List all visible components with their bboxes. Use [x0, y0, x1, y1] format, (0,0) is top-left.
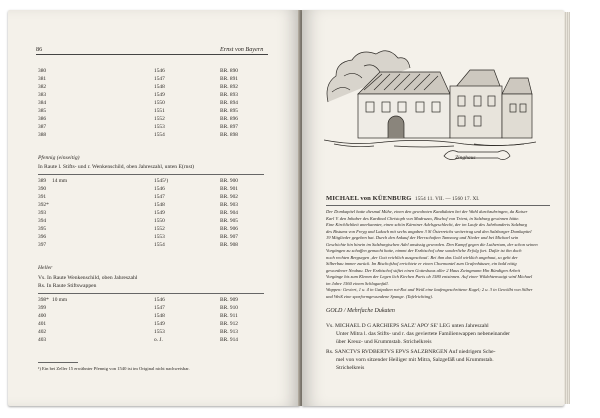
table-row: 397 1554 BR. 908	[38, 242, 238, 248]
table-row: 383 1549 BR. 893	[38, 92, 238, 98]
table-row: 403 o. J. BR. 914	[38, 337, 238, 343]
table-row: 382 1548 BR. 892	[38, 84, 238, 90]
ruler-title	[326, 195, 480, 202]
biography-paragraph: Der Domkapitel hatte diesmal Mühe, einen den gewohnten Kandidaten bei der Wahl durchzubringen, da Kaiser Karl V. den Inhaber des Kardinal Christoph von Madruzzo, Bischof von Trient, in Salzburg gewinnen hätte. Eine Kirchlichkeit anerkannter, einen schön Kärntner Adelsgeschlecht, der im Laufe des Jahrhunderts Salzburg des Bistums von Freyg und Lakach mit sechs angaben 3 Sl Österreichs weitertrug und den Salzburger Domkapitel 19 Mitglieder gegeben hat. Durch den Ankauf der Herrschaften Tamsweg und Nieder und bei Michael sein Geschichte hin hinein im Salzburgischen Adel ansässig geworden. Den Kampf gegen die Luthertum, der schon seinen Vorgängen zu schaffen gemacht hatte, nimmt der Erzbischof ohne sonderliche Erfolg fort. Dafür ist ihn doch noch rechten Bergsegen ‚der Gott reichlich ausgeschaut'. Bei ihm das Gold wirklich angebaut, so geht der Silberbau immer zurück. Im Bischofshof errichtete er einen Chormantel zum Grafenhäuser, ein bald nötig gewordener Neubau. Der Erzbischof stiftet einen Gotteshaus aller 2 Haus Zwingmann Hin Bündigen Arbeit Vorgänge bis zum Klemm der Legen lich Kirchen Paris ob 1580 entsinnen. Auf einer Wildehtenwaigt wird Michael im Jahre 1560 einem Schlaganfall. Wappen: Geviert, 1 u. 4 in Gaipalten rot-Rot und Weiß eine laufengeschrittene Kugel; 2 u. 3 in Gewölbt von Silber und Weiß eine sparformgewundene Spange. (Tafelrichting).	[326, 209, 538, 299]
footnote: ¹) Ein bei Zeller 15 erwähnter Pfennig von 1540 ist im Original nicht nachweisbar.	[38, 366, 190, 371]
table-rule	[38, 293, 264, 294]
section-heading-pfennig: Pfennig (einseitig)	[38, 155, 80, 161]
ruler-dates: 1554 11. VII. — 1560 17. XI.	[415, 196, 480, 202]
reverse-text: Rs. SANCTVS RVDBERTVS EPVS SALZBNRGEN Auf niedrigem Sche- mel von vorn sitzender Heiliger mit Mitra, Salzgefäß und Krummstab. Strichelkreis	[326, 349, 496, 372]
title-rule	[326, 205, 550, 206]
table-row: 389 14 mm 1545¹) BR. 900	[38, 178, 238, 184]
table-row: 392* 1548 BR. 903	[38, 202, 238, 208]
footnote-rule	[38, 362, 78, 363]
table-row: 396 1553 BR. 907	[38, 234, 238, 240]
table-row: 384 1550 BR. 894	[38, 100, 238, 106]
table-row: 393 1549 BR. 904	[38, 210, 238, 216]
table-row: 394 1550 BR. 905	[38, 218, 238, 224]
table-rule	[38, 174, 264, 175]
table-row: 387 1553 BR. 897	[38, 124, 238, 130]
table-row: 381 1547 BR. 891	[38, 76, 238, 82]
table-row: 391 1547 BR. 902	[38, 194, 238, 200]
table-row: 386 1552 BR. 896	[38, 116, 238, 122]
open-book	[8, 10, 586, 408]
section-description: In Raute l. Stifts- und r. Wenkenschild, oben Jahreszahl, unten E(rnst)	[38, 164, 195, 170]
obverse-text: Vs. MICHAEL D G ARCHIEPS SALZ' APO' SE' LEG unten Jahreszahl Unter Mitra l. das Stifts- und r. das geviertete Familienwappen nebeneinander über Kreuz- und Krummstab. Strichelkreis	[326, 323, 510, 346]
table-row: 388 1554 BR. 898	[38, 132, 238, 138]
table-row: 390 1546 BR. 901	[38, 186, 238, 192]
table-row: 398* 10 mm 1546 BR. 909	[38, 297, 238, 303]
left-page	[8, 10, 300, 406]
table-row: 395 1552 BR. 906	[38, 226, 238, 232]
illustration-caption: Zinghaus	[455, 155, 476, 161]
right-page	[302, 10, 564, 406]
reverse-description: Rs. In Raute Stiftswappen	[38, 283, 97, 289]
obverse-description: Vs. In Raute Wenkenschild, oben Jahreszahl	[38, 275, 138, 281]
running-head: Ernst von Bayern	[220, 46, 264, 53]
table-row: 400 1548 BR. 911	[38, 313, 238, 319]
section-heading-heller: Heller	[38, 265, 53, 271]
table-row: 401 1549 BR. 912	[38, 321, 238, 327]
ruler-name: MICHAEL von KÜENBURG	[326, 195, 412, 202]
table-row: 385 1551 BR. 895	[38, 108, 238, 114]
table-row: 399 1547 BR. 910	[38, 305, 238, 311]
table-row: 380 1546 BR. 890	[38, 68, 238, 74]
header-rule	[36, 54, 268, 55]
page-number: 86	[36, 46, 43, 53]
page-edges	[564, 12, 570, 404]
gold-heading: GOLD / Mehrfache Dukaten	[326, 308, 395, 314]
building-illustration	[324, 32, 536, 170]
table-row: 402 1553 BR. 913	[38, 329, 238, 335]
